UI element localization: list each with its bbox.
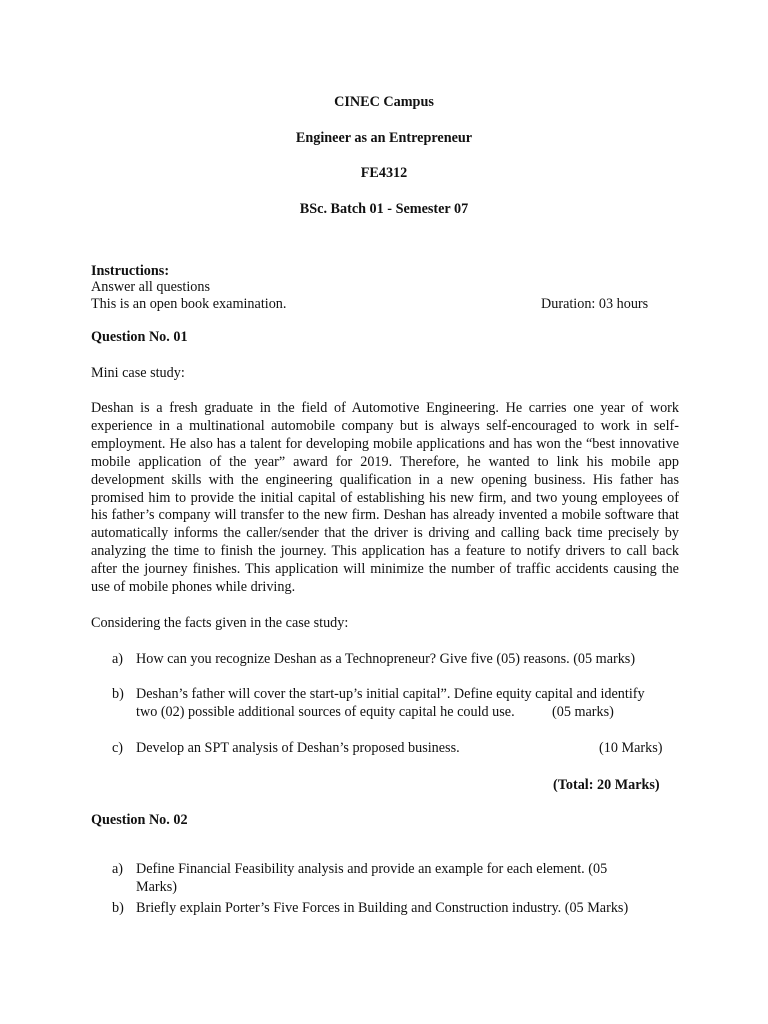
course-title: Engineer as an Entrepreneur [295,130,473,146]
q1-part-a-text: How can you recognize Deshan as a Technopreneur? Give five (05) reasons. (05 marks) [136,651,636,667]
question-1-heading: Question No. 01 [91,329,188,345]
institution-name: CINEC Campus [334,94,434,110]
instruction-answer-all: Answer all questions [91,279,211,295]
q2-part-a-text-line2: Marks) [136,879,177,895]
q2-part-b-letter: b) [112,900,124,916]
q1-part-a-letter: a) [112,651,124,667]
course-code: FE4312 [360,165,408,181]
question-2-heading: Question No. 02 [91,812,188,828]
considering-facts-line: Considering the facts given in the case study: [91,615,349,631]
batch-semester: BSc. Batch 01 - Semester 07 [299,201,469,217]
mini-case-study-label: Mini case study: [91,365,185,381]
q1-total-marks: (Total: 20 Marks) [553,777,660,793]
q1-part-c-letter: c) [112,740,124,756]
q2-part-a-text-line1: Define Financial Feasibility analysis and provide an example for each element. (05 [136,861,608,877]
q1-part-c-marks: (10 Marks) [599,740,663,756]
q1-part-b-text-line2: two (02) possible additional sources of equity capital he could use. [136,704,515,720]
q2-part-a-letter: a) [112,861,124,877]
q1-part-b-marks: (05 marks) [552,704,614,720]
q1-part-b-letter: b) [112,686,124,702]
case-study-paragraph: Deshan is a fresh graduate in the field of Automotive Engineering. He carries one year of work experience in a multinational automobile company but is always self-encouraged to work in self-employment. He also has a talent for developing mobile applications and has won the “best innovative mobile application of the year” award for 2019. Therefore, he wanted to link his mobile app development skills with the engineering qualification in a new opening business. His father has promised him to provide the initial capital of establishing his new firm, and two young employees of his father’s company will transfer to the new firm. Deshan has already invented a mobile software that automatically informs the caller/sender that the driver is driving and calling back time precisely by analyzing the time to finish the journey. This application has a feature to notify drivers to call back after the journey finishes. This application will minimize the number of traffic accidents causing the use of mobile phones while driving. [91,400,679,596]
exam-duration: Duration: 03 hours [541,296,649,312]
instructions-heading: Instructions: [91,263,170,279]
q1-part-b-text-line1: Deshan’s father will cover the start-up’s initial capital”. Define equity capital and identify [136,686,645,702]
instruction-open-book: This is an open book examination. [91,296,287,312]
q1-part-c-text: Develop an SPT analysis of Deshan’s proposed business. [136,740,460,756]
q2-part-b-text: Briefly explain Porter’s Five Forces in Building and Construction industry. (05 Marks) [136,900,629,916]
